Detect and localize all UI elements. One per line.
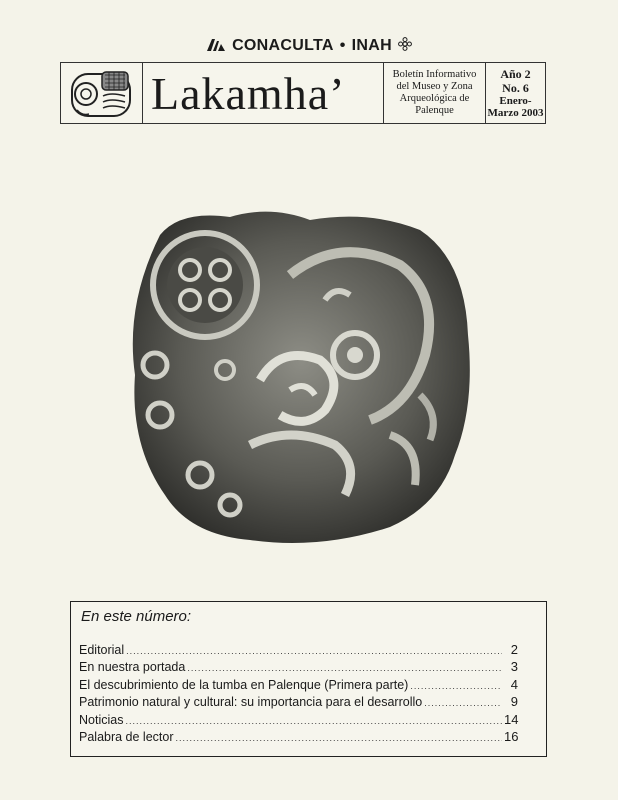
toc-leader-dots xyxy=(125,716,502,726)
toc-item xyxy=(79,694,518,711)
issue-period: Enero- xyxy=(499,95,532,107)
conaculta-logo-icon xyxy=(206,38,226,55)
maya-glyph-logo-icon xyxy=(61,63,143,123)
masthead xyxy=(60,62,546,124)
toc-item-title: Patrimonio natural y cultural: su importancia para el desarrollo xyxy=(79,695,423,710)
toc-item xyxy=(79,677,518,694)
publication-title: Lakamha’ xyxy=(143,63,384,123)
toc-item-page: 2 xyxy=(510,642,518,657)
toc-item-page: 4 xyxy=(510,676,518,692)
toc-item xyxy=(79,729,518,746)
publication-description xyxy=(384,63,486,123)
publisher-separator: • xyxy=(339,37,346,54)
cover-photo-carved-stone xyxy=(120,205,480,550)
issue-number: No. 6 xyxy=(502,81,529,95)
inah-label: INAH xyxy=(351,37,392,54)
description-line: del Museo y Zona xyxy=(396,81,473,92)
table-of-contents xyxy=(70,601,547,757)
description-line: Palenque xyxy=(415,105,454,116)
issue-year: Año 2 xyxy=(500,67,531,81)
toc-item-title: Noticias xyxy=(79,712,124,727)
toc-item-page: 3 xyxy=(510,659,518,675)
toc-item xyxy=(79,642,518,659)
conaculta-label: CONACULTA xyxy=(232,37,334,54)
toc-item-page: 9 xyxy=(510,694,518,710)
issue-period: Marzo 2003 xyxy=(487,107,544,119)
toc-item-title: Palabra de lector xyxy=(79,729,174,744)
toc-item-page: 16 xyxy=(504,728,519,744)
toc-leader-dots xyxy=(410,681,502,691)
toc-leader-dots xyxy=(424,698,502,708)
toc-heading: En este número: xyxy=(81,608,192,625)
toc-item-title: En nuestra portada xyxy=(79,660,186,675)
inah-flower-icon xyxy=(398,37,412,56)
description-line: Arqueológica de xyxy=(399,93,470,104)
toc-item-page: 14 xyxy=(504,711,519,727)
publisher-logos xyxy=(0,36,618,56)
toc-item-title: Editorial xyxy=(79,643,125,657)
toc-leader-dots xyxy=(176,733,502,743)
toc-leader-dots xyxy=(126,646,502,656)
description-line: Boletín Informativo xyxy=(392,69,477,80)
issue-info xyxy=(486,63,545,123)
toc-item-title: El descubrimiento de la tumba en Palenque (Primera parte) xyxy=(79,677,409,692)
toc-item xyxy=(79,712,518,729)
toc-list xyxy=(79,642,518,746)
toc-item xyxy=(79,659,518,676)
toc-leader-dots xyxy=(187,663,502,673)
